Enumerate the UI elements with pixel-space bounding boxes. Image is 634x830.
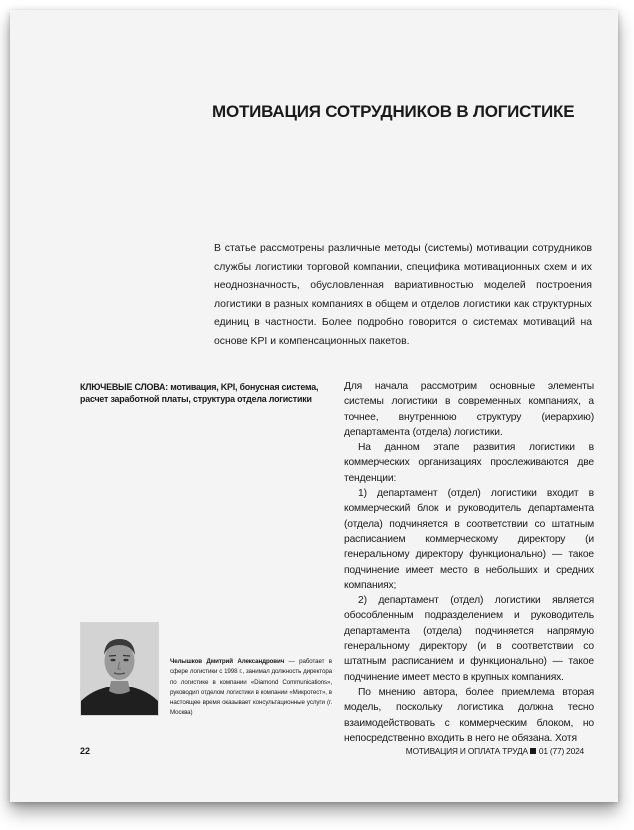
body-paragraph: 1) департамент (отдел) логистики входит в коммерческий блок и руководитель департамента (отдела) подчиняется в соответствии со штатным расписанием коммерческому директору (и генеральному директору функционально) — такое подчинение имеет место в небольших и средних компаниях;: [344, 488, 594, 591]
article-title: МОТИВАЦИЯ СОТРУДНИКОВ В ЛОГИСТИКЕ: [212, 102, 575, 121]
author-bio-text: — работает в сфере логистики с 1998 г., занимал должность директора по логистике в компании «Diamond Communications», руководил отделом логистики в компании «Микротест», в настоящее время оказывает консультационные услуги (г. Москва): [170, 658, 332, 717]
running-footer: [406, 746, 584, 756]
square-bullet-icon: [530, 748, 536, 754]
body-paragraph: По мнению автора, более приемлема вторая модель, поскольку логистика должна тесно взаимодействовать с коммерческим блоком, но непосредственно входить в него не обязана. Хотя: [344, 686, 594, 744]
journal-name: МОТИВАЦИЯ И ОПЛАТА ТРУДА: [405, 746, 528, 756]
body-paragraph: Для начала рассмотрим основные элементы системы логистики в современных компаниях, а точнее, внутреннюю структуру (иерархию) департамента (отдела) логистики.: [344, 381, 594, 438]
keywords: КЛЮЧЕВЫЕ СЛОВА: мотивация, KPI, бонусная система, расчет заработной платы, структура отдела логистики: [80, 382, 319, 405]
body-paragraph: 2) департамент (отдел) логистики является обособленным подразделением и руководитель департамента (отдела) подчиняется напрямую генеральному директору (и в соответствии со штатным расписанием и функционально) — такое подчинение имеет место в крупных компаниях.: [344, 595, 594, 683]
author-name: Челышков Дмитрий Александрович: [170, 658, 285, 665]
article-body: [344, 379, 594, 746]
page-number: 22: [80, 746, 91, 756]
issue-number: 01 (77) 2024: [538, 746, 584, 756]
author-bio: [170, 657, 332, 719]
magazine-page: [10, 10, 618, 802]
body-paragraph: На данном этапе развития логистики в коммерческих организациях прослеживаются две тенденции:: [344, 442, 594, 484]
author-photo: [80, 622, 159, 716]
article-abstract: В статье рассмотрены различные методы (системы) мотивации сотрудников службы логистики торговой компании, специфика мотивационных схем и их неоднозначность, обусловленная вариативностью моделей построения логистики в разных компаниях в общем и отделов логистики как структурных единиц в частности. Более подробно говорится о системах мотиваций на основе KPI и компенсационных пакетов.: [214, 243, 592, 347]
